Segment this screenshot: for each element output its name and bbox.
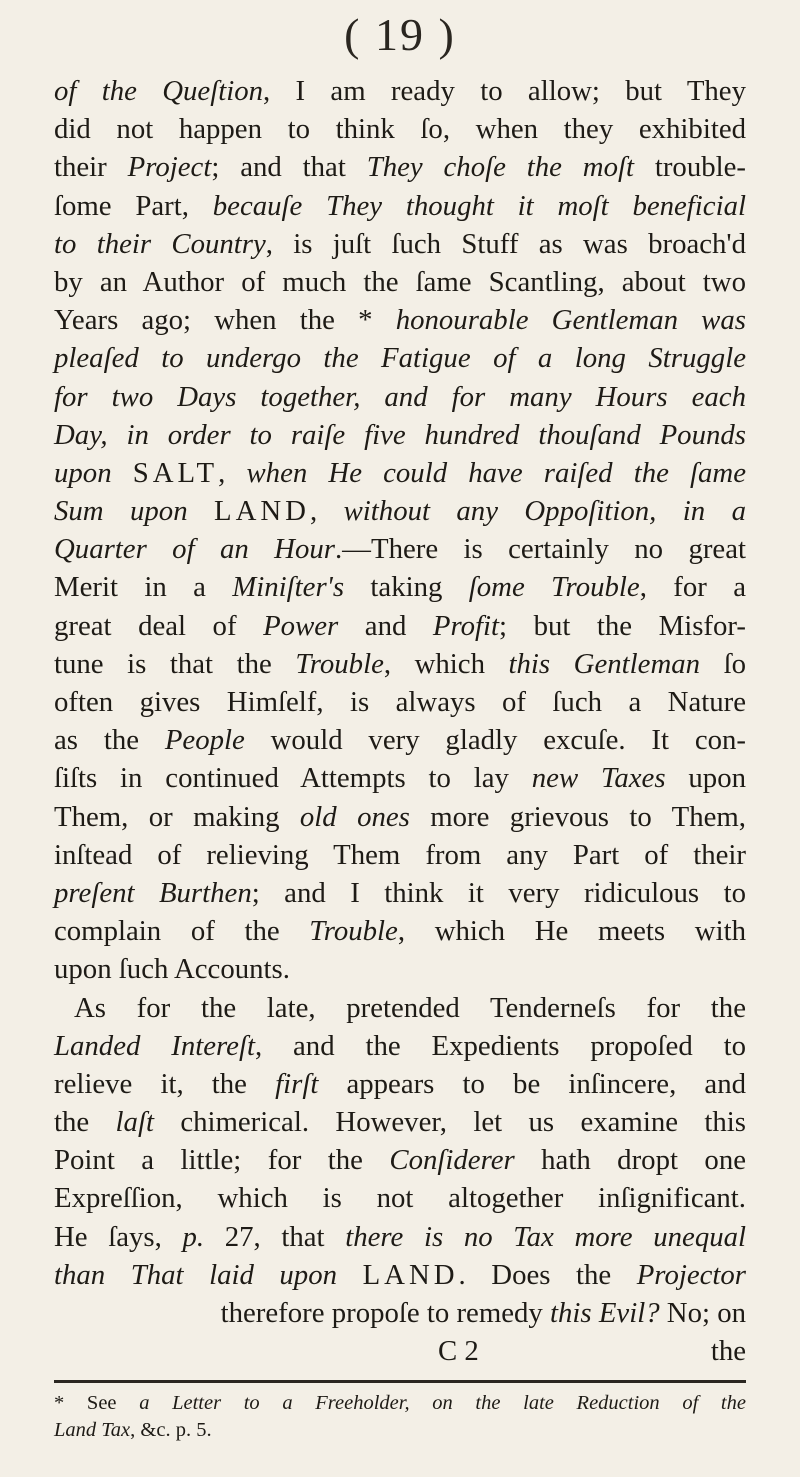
text-line: ſiſts in continued Attempts to lay new Taxes upon: [54, 762, 746, 795]
text-line: upon SALT, when He could have raiſed the ſame: [54, 456, 747, 489]
text-line: Point a little; for the Conſiderer hath dropt one: [54, 1144, 746, 1177]
text-line: upon ſuch Accounts.: [54, 953, 290, 986]
text-line: to their Country, is juſt ſuch Stuff as was broach'd: [54, 227, 747, 260]
text-line: inſtead of relieving Them from any Part of their: [54, 838, 746, 871]
signature-line: [54, 1332, 746, 1370]
catchword: the: [710, 1335, 746, 1368]
text-line: preſent Burthen; and I think it very ridiculous to: [54, 876, 746, 909]
footnote: [54, 1390, 746, 1444]
text-line: than That laid upon LAND. Does the Projector: [54, 1258, 747, 1291]
text-line: therefore propoſe to remedy this Evil? No; on: [220, 1297, 746, 1329]
text-line: relieve it, the firſt appears to be inſincere, and: [54, 1067, 746, 1100]
text-line: He ſays, p. 27, that there is no Tax more unequal: [54, 1220, 747, 1253]
text-line: Years ago; when the * honourable Gentleman was: [54, 304, 746, 337]
page-number: ( 19 ): [344, 9, 456, 60]
text-line: Merit in a Miniſter's taking ſome Trouble, for a: [54, 571, 746, 604]
body-text: [54, 72, 746, 1370]
text-line: Them, or making old ones more grievous to Them,: [54, 800, 746, 833]
text-line: did not happen to think ſo, when they exhibited: [54, 113, 746, 146]
text-line: the laſt chimerical. However, let us examine this: [54, 1106, 746, 1139]
text-line: for two Days together, and for many Hours each: [54, 380, 746, 413]
text-line: as the People would very gladly excuſe. It con-: [54, 724, 746, 757]
text-line: Day, in order to raiſe five hundred thouſand Pounds: [54, 418, 746, 451]
signature-mark: C 2: [438, 1335, 479, 1368]
text-line: often gives Himſelf, is always of ſuch a Nature: [54, 686, 746, 718]
footnote-line: * See a Letter to a Freeholder, on the late Reduction of the: [54, 1392, 746, 1414]
text-line: complain of the Trouble, which He meets with: [54, 915, 746, 948]
text-line: tune is that the Trouble, which this Gentleman ſo: [54, 647, 746, 680]
text-line: Landed Intereſt, and the Expedients propoſed to: [54, 1029, 746, 1062]
text-line: Quarter of an Hour.—There is certainly no great: [54, 533, 746, 566]
text-line: Expreſſion, which is not altogether inſignificant.: [54, 1182, 746, 1215]
text-line: great deal of Power and Profit; but the Misfor-: [54, 609, 746, 642]
text-line: ſome Part, becauſe They thought it moſt beneficial: [54, 189, 746, 222]
text-line: As for the late, pretended Tenderneſs for the: [74, 991, 746, 1024]
text-line: of the Queſtion, I am ready to allow; but They: [54, 75, 746, 107]
text-line: their Project; and that They choſe the moſt trouble-: [54, 151, 747, 184]
footnote-line: Land Tax, &c. p. 5.: [54, 1419, 212, 1441]
footnote-rule: [54, 1380, 746, 1383]
text-line: Sum upon LAND, without any Oppoſition, in a: [54, 495, 746, 528]
text-line: pleaſed to undergo the Fatigue of a long Struggle: [54, 342, 746, 375]
text-line: by an Author of much the ſame Scantling, about two: [54, 265, 746, 298]
